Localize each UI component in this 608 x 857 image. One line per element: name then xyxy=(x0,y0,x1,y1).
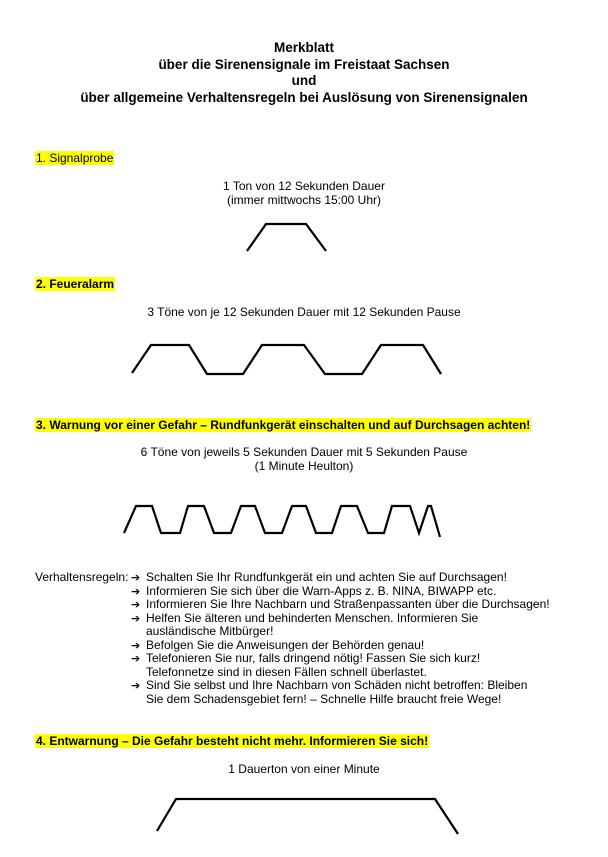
title-line-4: über allgemeine Verhaltensregeln bei Auslösung von Sirenensignalen xyxy=(80,89,528,105)
feueralarm-waveform xyxy=(132,345,441,374)
arrow-right-icon: ➔ xyxy=(131,652,141,665)
behavior-rules-label: Verhaltensregeln: xyxy=(35,570,129,584)
section-heading-label: 3. Warnung vor einer Gefahr – Rundfunkgerät einschalten und auf Durchsagen achten! xyxy=(36,418,531,432)
behavior-rule-text: Sie dem Schadensgebiet fern! – Schnelle Hilfe braucht freie Wege! xyxy=(146,691,502,706)
behavior-rule-text: Informieren Sie sich über die Warn-Apps z. B. NINA, BIWAPP etc. xyxy=(146,583,497,598)
section-heading-label: 1. Signalprobe xyxy=(36,151,114,165)
section-heading-label: 4. Entwarnung – Die Gefahr besteht nicht mehr. Informieren Sie sich! xyxy=(36,734,429,748)
description-line: (immer mittwochs 15:00 Uhr) xyxy=(226,193,382,207)
behavior-rule-text: Telefonnetze sind in diesen Fällen schnell überlastet. xyxy=(146,664,427,679)
description-line: (1 Minute Heulton) xyxy=(254,459,354,473)
arrow-right-icon: ➔ xyxy=(131,571,141,584)
arrow-right-icon: ➔ xyxy=(131,611,141,625)
entwarnung-waveform xyxy=(157,799,458,834)
behavior-rule-text: ausländische Mitbürger! xyxy=(146,624,274,638)
warnung-waveform xyxy=(124,506,440,537)
description-line: 1 Dauerton von einer Minute xyxy=(228,762,380,776)
behavior-rule-text: Informieren Sie Ihre Nachbarn und Straßenpassanten über die Durchsagen! xyxy=(146,597,550,611)
arrow-right-icon: ➔ xyxy=(131,638,141,652)
signal-probe-waveform xyxy=(247,224,326,251)
behavior-rule-text: Telefonieren Sie nur, falls dringend nötig! Fassen Sie sich kurz! xyxy=(146,651,481,665)
behavior-rule-text: Schalten Sie Ihr Rundfunkgerät ein und achten Sie auf Durchsagen! xyxy=(146,570,507,584)
section-heading-label: 2. Feueralarm xyxy=(36,277,115,291)
description-line: 3 Töne von je 12 Sekunden Dauer mit 12 Sekunden Pause xyxy=(147,305,461,319)
behavior-rule-text: Helfen Sie älteren und behinderten Menschen. Informieren Sie xyxy=(146,610,479,625)
title-line-3: und xyxy=(291,73,317,88)
behavior-rule-text: Befolgen Sie die Anweisungen der Behörden genau! xyxy=(146,637,425,652)
behavior-rule-text: Sind Sie selbst und Ihre Nachbarn von Schäden nicht betroffen: Bleiben xyxy=(146,678,528,692)
title-line-2: über die Sirenensignale im Freistaat Sachsen xyxy=(158,56,450,72)
description-line: 1 Ton von 12 Sekunden Dauer xyxy=(223,179,385,193)
arrow-right-icon: ➔ xyxy=(131,598,141,611)
description-line: 6 Töne von jeweils 5 Sekunden Dauer mit 5 Sekunden Pause xyxy=(140,445,468,459)
arrow-right-icon: ➔ xyxy=(131,584,141,598)
arrow-right-icon: ➔ xyxy=(131,679,141,692)
title-line-1: Merkblatt xyxy=(273,40,334,55)
